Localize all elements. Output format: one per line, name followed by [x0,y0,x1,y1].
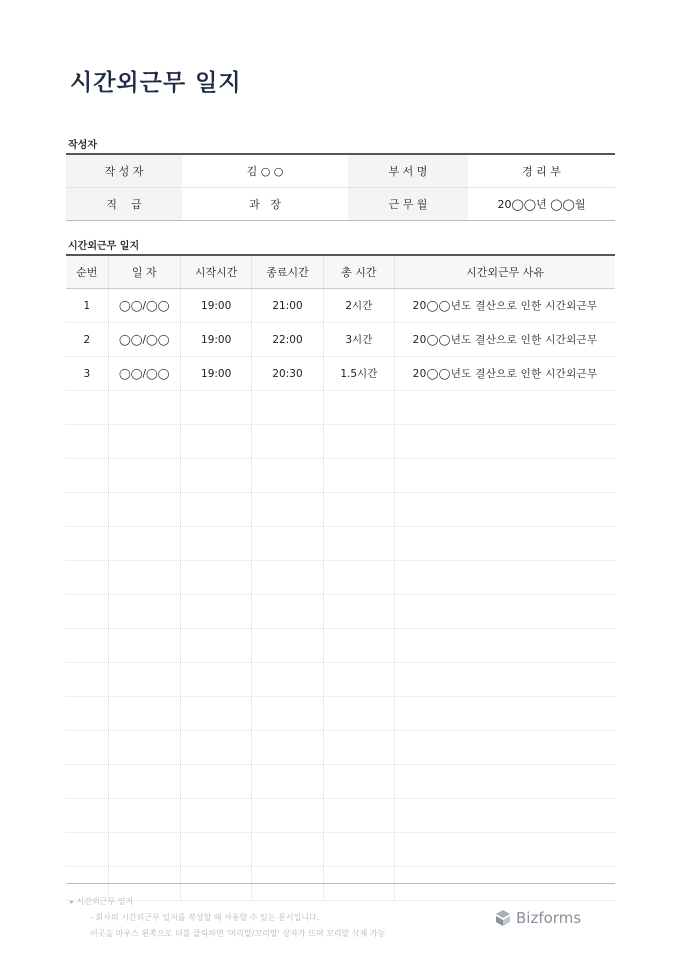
empty-table-row [66,391,615,425]
cell-date [109,663,181,696]
cell-reason [395,493,615,526]
cell-reason [395,629,615,662]
cell-end [252,663,323,696]
value-cell-work-month: 20◯◯년 ◯◯월 [497,198,586,211]
cell-reason [395,799,615,832]
cell-total: 2시간 [324,289,395,322]
footer-title: ▸ 시간외근무 일지 [70,897,134,906]
empty-table-row [66,697,615,731]
cell-end [252,731,323,764]
header-cell-position: 직 급 [66,188,182,220]
cell-end [252,697,323,730]
empty-table-row [66,867,615,901]
empty-table-row [66,629,615,663]
cell-no [66,731,109,764]
cell-end [252,629,323,662]
cell-reason [395,731,615,764]
cell-total [324,731,395,764]
cell-end: 20:30 [252,357,323,390]
table-row [66,289,615,323]
cell-reason [395,527,615,560]
cell-reason [395,459,615,492]
cell-total [324,833,395,866]
log-section-label: 시간외근무 일지 [68,241,140,252]
cell-start: 19:00 [181,323,252,356]
cell-start [181,561,252,594]
cell-start: 19:00 [181,357,252,390]
writer-info-row [66,187,615,220]
cell-date [109,799,181,832]
header-cell-writer: 작 성 자 [66,155,182,187]
cell-total [324,425,395,458]
cell-total [324,459,395,492]
cell-start: 19:00 [181,289,252,322]
footer-hint: 이곳을 마우스 왼쪽으로 더블 클릭하면 '머리말/꼬리말' 상자가 뜨며 꼬리말 삭제 가능 [90,929,386,938]
cell-date [109,493,181,526]
cell-total: 3시간 [324,323,395,356]
cell-date [109,731,181,764]
column-header-total: 총 시간 [324,256,395,288]
table-row [66,357,615,391]
cell-end: 21:00 [252,289,323,322]
cell-reason: 20◯◯년도 결산으로 인한 시간외근무 [412,334,598,346]
cell-reason [395,663,615,696]
empty-table-row [66,595,615,629]
cell-total [324,765,395,798]
cell-no [66,493,109,526]
column-header-no: 순번 [66,256,109,288]
cell-end [252,833,323,866]
cell-start [181,527,252,560]
cell-no [66,697,109,730]
cell-total [324,629,395,662]
cell-start [181,459,252,492]
cell-date [109,459,181,492]
overtime-log-table [66,254,615,901]
cell-total [324,697,395,730]
cell-no [66,799,109,832]
cell-date [109,425,181,458]
cell-end [252,561,323,594]
cell-reason [395,391,615,424]
empty-table-row [66,527,615,561]
writer-info-row [66,155,615,187]
cell-no: 2 [66,323,109,356]
header-cell-work-month: 근 무 월 [348,188,468,220]
cell-end [252,459,323,492]
cell-no: 3 [66,357,109,390]
empty-table-row [66,493,615,527]
cell-date [109,833,181,866]
cell-total [324,595,395,628]
writer-section-label: 작성자 [68,140,97,151]
cell-no [66,561,109,594]
cell-end [252,493,323,526]
cell-no [66,527,109,560]
cell-reason [395,425,615,458]
column-header-end: 종료시간 [252,256,323,288]
cell-reason [395,833,615,866]
empty-table-row [66,561,615,595]
empty-table-row [66,765,615,799]
cell-start [181,731,252,764]
cell-start [181,663,252,696]
cell-date: ◯◯/◯◯ [109,323,181,356]
header-cell-department: 부 서 명 [348,155,468,187]
cell-reason: 20◯◯년도 결산으로 인한 시간외근무 [412,368,598,380]
cell-reason [395,697,615,730]
cell-no [66,833,109,866]
cell-reason [395,561,615,594]
cell-total [324,493,395,526]
cell-end: 22:00 [252,323,323,356]
cell-start [181,799,252,832]
cell-date: ◯◯/◯◯ [109,357,181,390]
value-cell-department: 경 리 부 [522,165,561,178]
cell-total [324,391,395,424]
empty-table-row [66,833,615,867]
cell-end [252,391,323,424]
bizforms-logo [494,909,581,927]
page-title: 시간외근무 일지 [70,70,242,96]
column-header-start: 시작시간 [181,256,252,288]
cell-end [252,527,323,560]
cell-date [109,629,181,662]
empty-table-row [66,459,615,493]
cell-no: 1 [66,289,109,322]
footer-description: - 회사의 시간외근무 일지를 작성할 때 사용할 수 있는 문서입니다. [90,913,320,922]
cell-no [66,663,109,696]
cell-start [181,833,252,866]
footer-divider [66,883,615,884]
cell-date [109,561,181,594]
cell-no [66,391,109,424]
cell-total [324,527,395,560]
cell-total: 1.5시간 [324,357,395,390]
cell-start [181,391,252,424]
log-header-row [66,256,615,289]
log-body [66,289,615,901]
empty-table-row [66,663,615,697]
empty-table-row [66,425,615,459]
empty-table-row [66,731,615,765]
cell-total [324,799,395,832]
cell-date [109,595,181,628]
cell-end [252,765,323,798]
empty-table-row [66,799,615,833]
table-row [66,323,615,357]
cell-end [252,425,323,458]
column-header-date: 일 자 [109,256,181,288]
cell-start [181,629,252,662]
value-cell-writer: 김 ○ ○ [246,165,284,178]
cell-no [66,425,109,458]
cell-start [181,765,252,798]
cell-start [181,425,252,458]
cell-date [109,697,181,730]
writer-info-table [66,153,615,221]
cell-date [109,391,181,424]
bizforms-logo-icon [494,909,512,927]
cell-date [109,765,181,798]
cell-no [66,765,109,798]
cell-no [66,459,109,492]
cell-reason: 20◯◯년도 결산으로 인한 시간외근무 [412,300,598,312]
cell-no [66,629,109,662]
cell-start [181,493,252,526]
cell-reason [395,595,615,628]
cell-no [66,595,109,628]
cell-end [252,595,323,628]
cell-end [252,799,323,832]
cell-date [109,527,181,560]
cell-reason [395,765,615,798]
cell-start [181,697,252,730]
cell-start [181,595,252,628]
cell-total [324,561,395,594]
value-cell-position: 과 장 [249,198,281,211]
column-header-reason: 시간외근무 사유 [466,266,544,279]
cell-date: ◯◯/◯◯ [109,289,181,322]
cell-total [324,663,395,696]
bizforms-logo-text: Bizforms [516,909,582,927]
